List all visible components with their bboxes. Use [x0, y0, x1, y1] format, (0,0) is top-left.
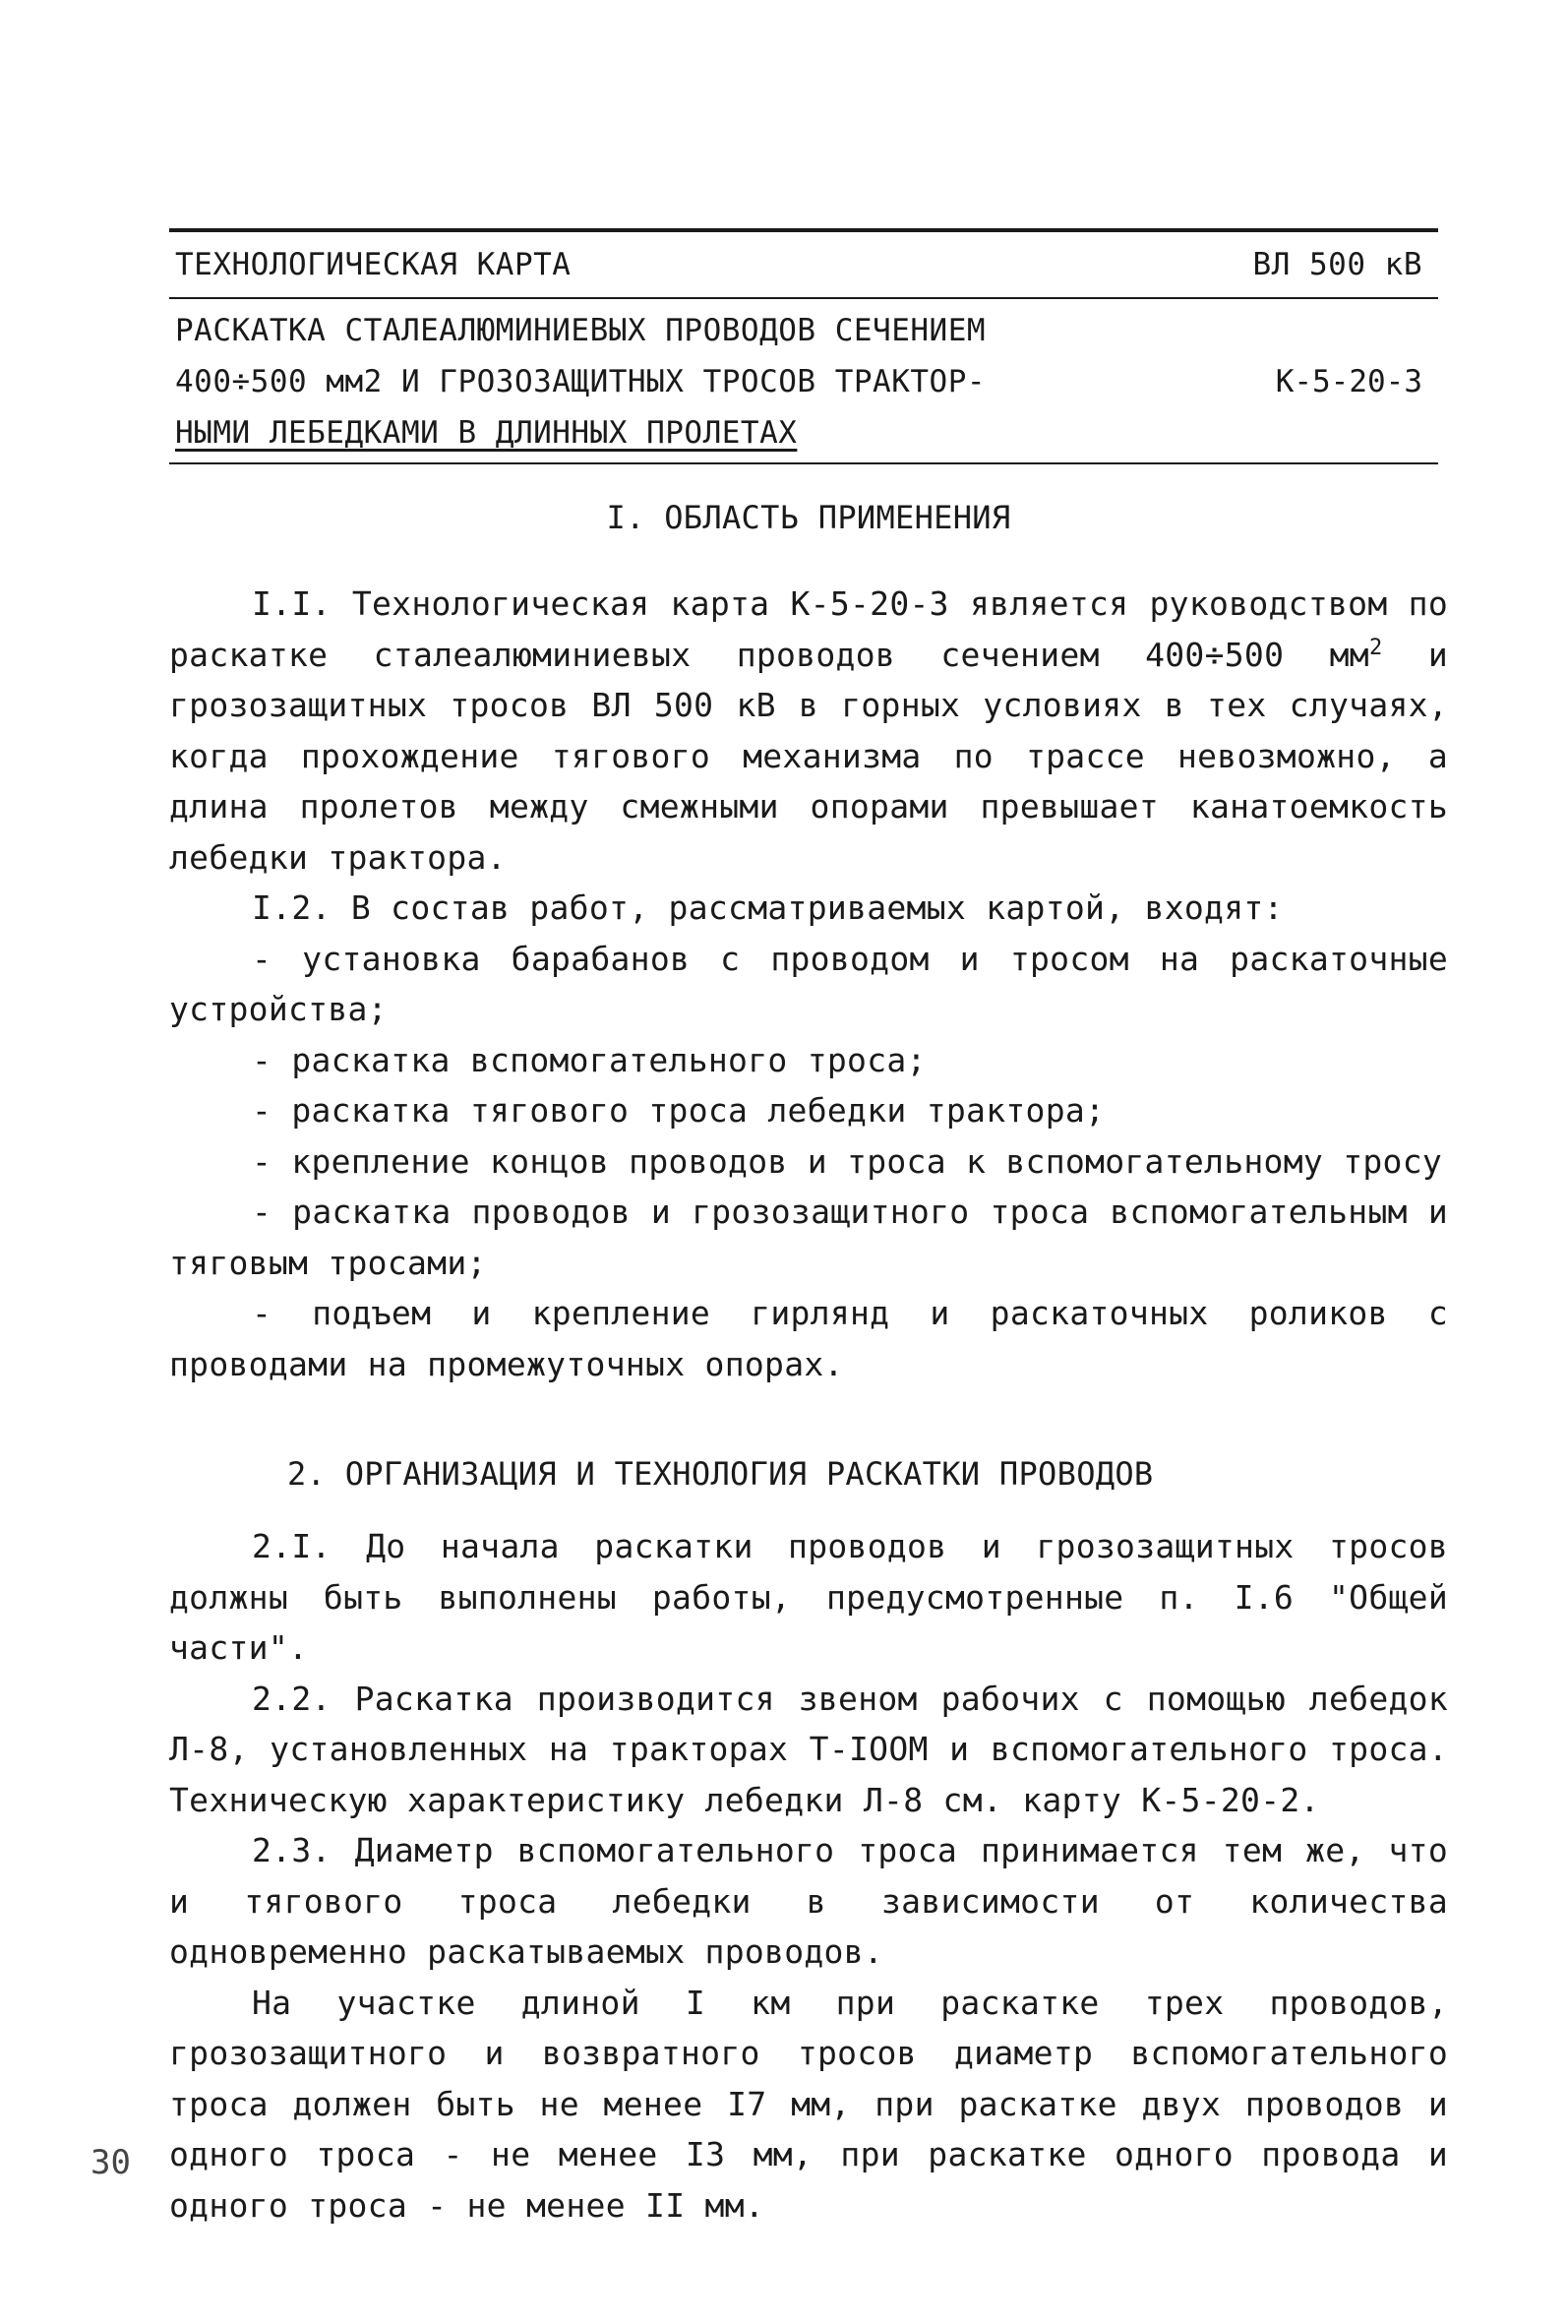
list-item: - раскатка проводов и грозозащитного троса вспомогательным и тяговым тросами; — [169, 1193, 1448, 1282]
paragraph-2-3: 2.3. Диаметр вспомогательного троса принимается тем же, что и тягового троса лебедки в зависимости от количества одновременно раскатываемых проводов. — [169, 1831, 1448, 1971]
paragraph-2-4: На участке длиной I км при раскатке трех проводов, грозозащитного и возвратного тросов диаметр вспомогательного троса должен быть не менее I7 мм, при раскатке двух проводов и одного троса - не менее I3 мм, при раскатке одного провода и одного троса - не менее II мм. — [169, 1983, 1448, 2225]
list-item: - раскатка вспомогательного троса; — [252, 1040, 927, 1079]
paragraph-1-1-text-a: I.I. Технологическая карта К-5-20-3 является руководством по раскатке сталеалюминиевых проводов сечением 400÷500 мм — [169, 584, 1448, 674]
paragraph-1-1 — [169, 579, 1448, 883]
paragraph-1-1-text-b: и грозозащитных тросов ВЛ 500 кВ в горных условиях в тех случаях, когда прохождение тягового механизма по трассе невозможно, а длина пролетов между смежными опорами превышает канатоемкость лебедки трактора. — [169, 635, 1448, 877]
card-title-line-3: НЫМИ ЛЕБЕДКАМИ В ДЛИННЫХ ПРОЛЕТАХ — [175, 415, 798, 451]
doc-type: ТЕХНОЛОГИЧЕСКАЯ КАРТА — [175, 247, 572, 282]
paragraph-2-2: 2.2. Раскатка производится звеном рабочих с помощью лебедок Л-8, установленных на тракторах Т-IOOM и вспомогательного троса. Техническую характеристику лебедки Л-8 см. карту К-5-20-2. — [169, 1679, 1448, 1819]
voltage-label: ВЛ 500 кВ — [1252, 247, 1422, 282]
list-item: - раскатка тягового троса лебедки трактора; — [252, 1091, 1106, 1130]
card-title-line-1: РАСКАТКА СТАЛЕАЛЮМИНИЕВЫХ ПРОВОДОВ СЕЧЕНИЕМ — [175, 313, 987, 348]
section-1-title: I. ОБЛАСТЬ ПРИМЕНЕНИЯ — [606, 499, 1011, 536]
document-header — [169, 228, 1438, 464]
page-number: 30 — [90, 2143, 131, 2182]
list-item: - установка барабанов с проводом и тросом на раскаточные устройства; — [169, 939, 1448, 1028]
paragraph-2-1: 2.I. До начала раскатки проводов и грозозащитных тросов должны быть выполнены работы, предусмотренные п. I.6 "Общей части". — [169, 1527, 1448, 1667]
card-title-line-2: 400÷500 мм2 И ГРОЗОЗАЩИТНЫХ ТРОСОВ ТРАКТОР- — [175, 364, 987, 399]
list-item: - крепление концов проводов и троса к вспомогательному тросу — [252, 1141, 1443, 1181]
section-2-title: 2. ОРГАНИЗАЦИЯ И ТЕХНОЛОГИЯ РАСКАТКИ ПРОВОДОВ — [287, 1455, 1154, 1493]
card-code: К-5-20-3 — [1275, 364, 1422, 399]
header-bottom-rule — [169, 462, 1438, 464]
header-row-2 — [169, 299, 1438, 462]
paragraph-1-2: I.2. В состав работ, рассматриваемых картой, входят: — [252, 888, 1284, 927]
list-item: - подъем и крепление гирлянд и раскаточных роликов с проводами на промежуточных опорах. — [169, 1294, 1448, 1383]
superscript-2: 2 — [1368, 635, 1383, 660]
card-title — [175, 305, 986, 459]
header-row-1 — [169, 232, 1438, 297]
document-body — [169, 482, 1448, 2231]
